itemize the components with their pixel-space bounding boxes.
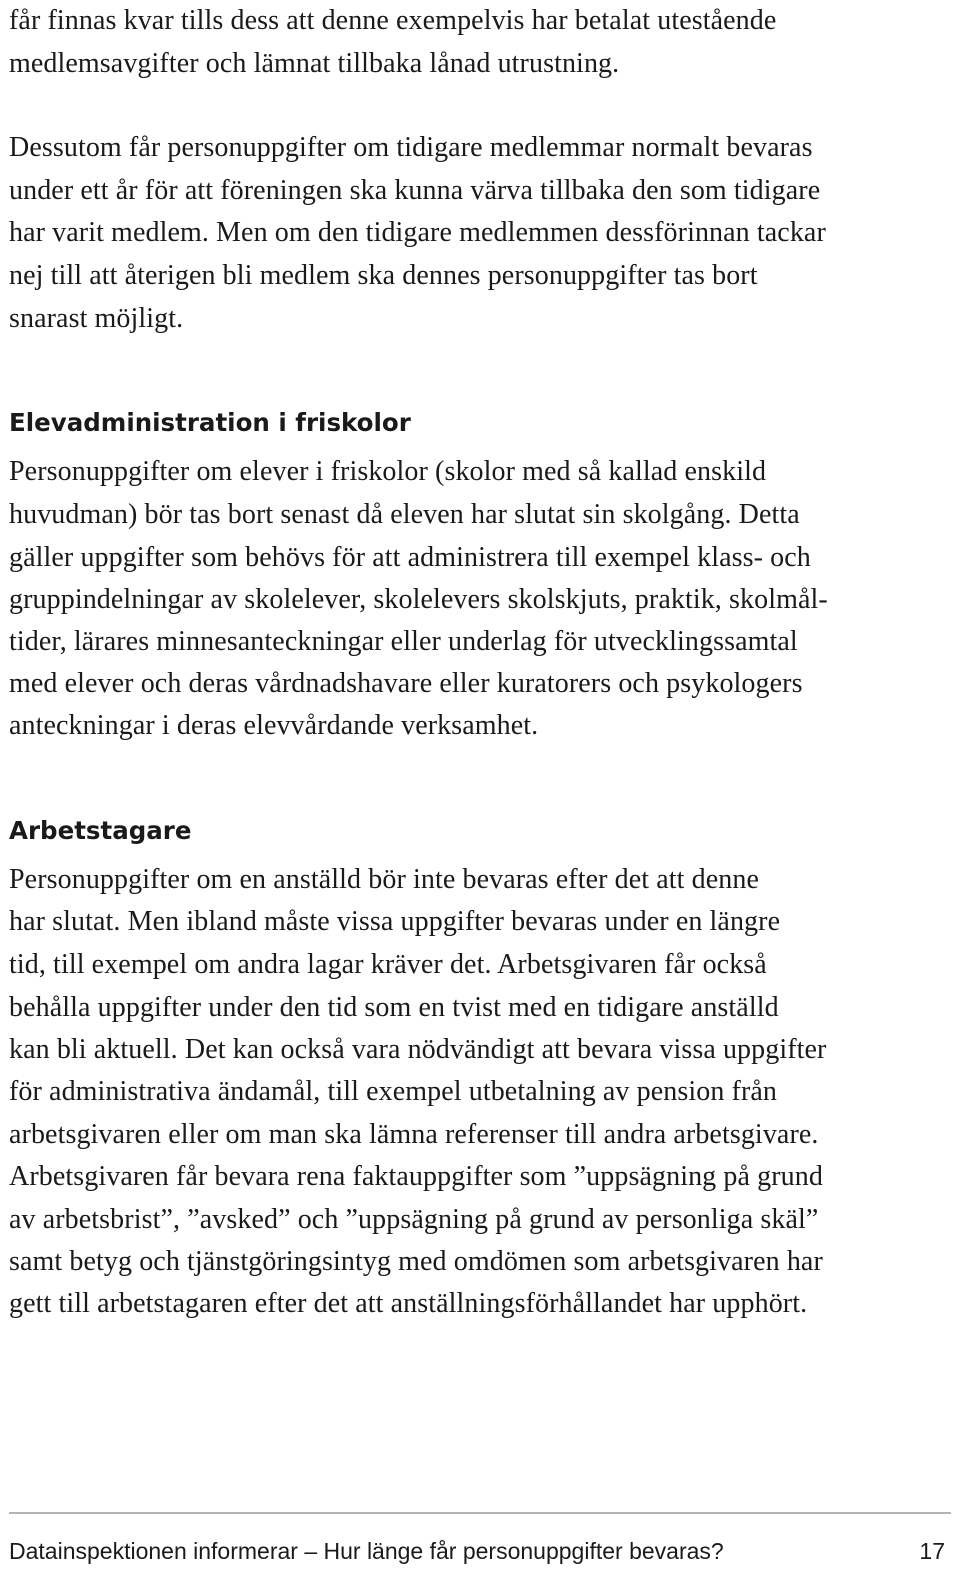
section-heading: Elevadministration i friskolor [9, 408, 411, 437]
paragraph-line: arbetsgivaren eller om man ska lämna referenser till andra arbetsgivare. [9, 1119, 819, 1150]
paragraph-line: tider, lärares minnesanteckningar eller underlag för utvecklingssamtal [9, 626, 798, 657]
paragraph-line: Dessutom får personuppgifter om tidigare medlemmar normalt bevaras [9, 132, 813, 163]
intro-line: medlemsavgifter och lämnat tillbaka lånad utrustning. [9, 48, 620, 79]
paragraph-line: Personuppgifter om elever i friskolor (skolor med så kallad enskild [9, 456, 767, 487]
paragraph-line: Personuppgifter om en anställd bör inte bevaras efter det att denne [9, 864, 759, 895]
paragraph-line: gäller uppgifter som behövs för att administrera till exempel klass- och [9, 542, 811, 573]
footer-divider [9, 1512, 951, 1514]
paragraph-line: anteckningar i deras elevvårdande verksamhet. [9, 710, 539, 741]
footer-publication-title: Datainspektionen informerar – Hur länge får personuppgifter bevaras? [9, 1538, 724, 1564]
paragraph-line: har slutat. Men ibland måste vissa uppgifter bevaras under en längre [9, 906, 781, 937]
paragraph-line: med elever och deras vårdnadshavare eller kuratorers och psykologers [9, 668, 803, 699]
paragraph-line: gruppindelningar av skolelever, skolelevers skolskjuts, praktik, skolmål- [9, 584, 828, 615]
paragraph-line: gett till arbetstagaren efter det att anställningsförhållandet har upphört. [9, 1288, 808, 1319]
page-number: 17 [919, 1538, 945, 1564]
paragraph-line: Arbetsgivaren får bevara rena faktauppgifter som ”uppsägning på grund [9, 1161, 823, 1192]
paragraph-line: för administrativa ändamål, till exempel utbetalning av pension från [9, 1076, 778, 1107]
paragraph-line: under ett år för att föreningen ska kunna värva tillbaka den som tidigare [9, 175, 821, 206]
document-page [9, 0, 951, 1581]
intro-line: får finnas kvar tills dess att denne exempelvis har betalat utestående [9, 5, 777, 36]
paragraph-line: har varit medlem. Men om den tidigare medlemmen dessförinnan tackar [9, 217, 826, 248]
paragraph-line: huvudman) bör tas bort senast då eleven har slutat sin skolgång. Detta [9, 499, 800, 530]
section-heading: Arbetstagare [9, 816, 192, 845]
paragraph-line: nej till att återigen bli medlem ska dennes personuppgifter tas bort [9, 260, 758, 291]
paragraph-line: behålla uppgifter under den tid som en tvist med en tidigare anställd [9, 992, 779, 1023]
paragraph-line: samt betyg och tjänstgöringsintyg med omdömen som arbetsgivaren har [9, 1246, 823, 1277]
paragraph-line: kan bli aktuell. Det kan också vara nödvändigt att bevara vissa uppgifter [9, 1034, 827, 1065]
paragraph-line: av arbetsbrist”, ”avsked” och ”uppsägning på grund av personliga skäl” [9, 1204, 819, 1235]
paragraph-line: tid, till exempel om andra lagar kräver det. Arbetsgivaren får också [9, 949, 767, 980]
paragraph-line: snarast möjligt. [9, 303, 184, 334]
